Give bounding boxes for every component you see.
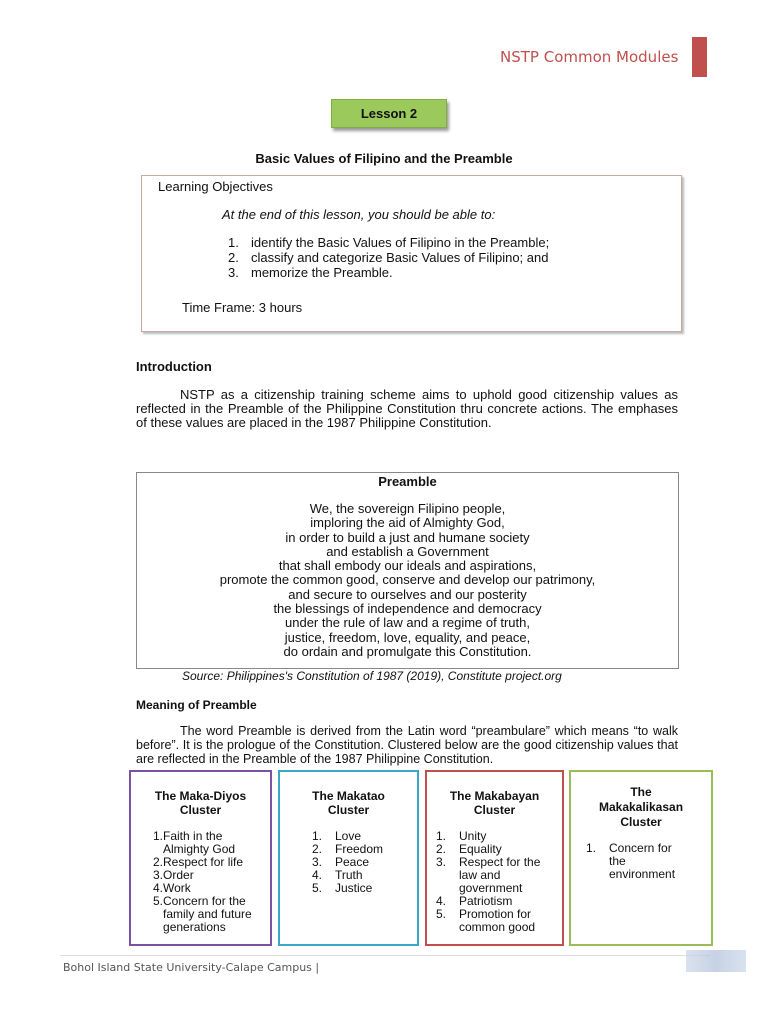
cluster-title: The Maka-Diyos Cluster	[154, 789, 247, 817]
meaning-paragraph	[136, 724, 678, 766]
preamble-line: in order to build a just and humane society	[285, 529, 530, 545]
cluster-value-item: 2. Equality	[436, 842, 502, 856]
objective-item	[228, 265, 549, 280]
preamble-line: do ordain and promulgate this Constitution.	[283, 643, 532, 659]
preamble-line: justice, freedom, love, equality, and peace,	[284, 629, 531, 645]
preamble-line: under the rule of law and a regime of truth,	[285, 615, 530, 631]
introduction-text: NSTP as a citizenship training scheme aims to uphold good citizenship values as reflected in the Preamble of the Philippine Constitution thru concrete actions. The emphases of these values are placed in the 1987 Philippine Constitution.	[136, 387, 678, 430]
cluster-values-list	[312, 830, 417, 895]
preamble-line: We, the sovereign Filipino people,	[309, 501, 506, 516]
cluster-values-list	[436, 830, 561, 934]
cluster-values-list	[153, 830, 269, 934]
preamble-source: Source: Philippines's Constitution of 1987 (2019), Constitute project.org	[182, 669, 562, 683]
makakalikasan-cluster	[569, 770, 713, 946]
meaning-text: The word Preamble is derived from the Latin word “preambulare” which means “to walk before”. It is the prologue of the Constitution. Clustered below are the good citizenship values that are reflected in the Preamble of the 1987 Philippine Constitution.	[136, 724, 678, 766]
cluster-value-item: 3. Respect for the law and government	[436, 855, 541, 895]
objectives-list	[228, 235, 549, 280]
running-header-title: NSTP Common Modules	[500, 48, 679, 66]
cluster-value-item: 1. Unity	[436, 829, 487, 843]
cluster-title: The Makabayan Cluster	[449, 789, 540, 817]
cluster-value-item: 4. Patriotism	[436, 894, 513, 908]
introduction-paragraph	[136, 388, 678, 430]
cluster-value-item: 4. Work	[153, 881, 191, 895]
cluster-value-item: 4. Truth	[312, 868, 363, 882]
header-accent-bar	[692, 37, 707, 77]
cluster-value-item: 2. Freedom	[312, 842, 384, 856]
cluster-values-list	[586, 842, 696, 881]
preamble-text	[137, 502, 678, 659]
objective-item	[228, 235, 549, 250]
learning-objectives-box	[141, 175, 682, 332]
preamble-line: promote the common good, conserve and develop our patrimony,	[219, 572, 596, 588]
preamble-box	[136, 472, 679, 669]
lesson-title: Basic Values of Filipino and the Preamble	[255, 151, 513, 166]
preamble-heading: Preamble	[378, 474, 437, 489]
footer-divider	[60, 955, 710, 956]
lesson-badge: Lesson 2	[331, 99, 447, 128]
time-frame: Time Frame: 3 hours	[182, 300, 303, 315]
cluster-value-item: 3. Order	[153, 868, 194, 882]
cluster-title: The Makakalikasan Cluster	[598, 785, 684, 829]
objectives-heading: Learning Objectives	[158, 179, 273, 194]
objective-text: classify and categorize Basic Values of Filipino; and	[251, 250, 549, 265]
objective-number: 1.	[228, 235, 239, 250]
maka-diyos-cluster	[129, 770, 272, 946]
preamble-line: that shall embody our ideals and aspirations,	[278, 558, 537, 574]
preamble-line: the blessings of independence and democracy	[273, 601, 542, 617]
cluster-value-item: 5. Concern for the family and future generations	[153, 894, 252, 934]
cluster-value-item: 1. Concern for the environment	[586, 841, 676, 881]
preamble-line: imploring the aid of Almighty God,	[310, 515, 505, 531]
cluster-value-item: 5. Promotion for common good	[436, 907, 536, 934]
introduction-heading: Introduction	[136, 359, 212, 374]
objectives-intro: At the end of this lesson, you should be able to:	[222, 207, 496, 222]
cluster-value-item: 1. Faith in the Almighty God	[153, 829, 236, 856]
cluster-value-item: 5. Justice	[312, 881, 373, 895]
cluster-title: The Makatao Cluster	[312, 789, 385, 817]
footer-text: Bohol Island State University-Calape Campus |	[63, 961, 320, 974]
objective-item	[228, 250, 549, 265]
meaning-heading: Meaning of Preamble	[136, 698, 257, 712]
makatao-cluster	[278, 770, 419, 946]
footer-decoration	[686, 950, 746, 972]
objective-number: 3.	[228, 265, 239, 280]
objective-number: 2.	[228, 250, 239, 265]
objective-text: memorize the Preamble.	[251, 265, 393, 280]
cluster-value-item: 1. Love	[312, 829, 362, 843]
preamble-line: and secure to ourselves and our posterity	[288, 586, 527, 602]
objective-text: identify the Basic Values of Filipino in the Preamble;	[251, 235, 550, 250]
cluster-value-item: 3. Peace	[312, 855, 370, 869]
cluster-value-item: 2. Respect for life	[153, 855, 244, 869]
preamble-line: and establish a Government	[326, 543, 489, 559]
makabayan-cluster	[425, 770, 564, 946]
